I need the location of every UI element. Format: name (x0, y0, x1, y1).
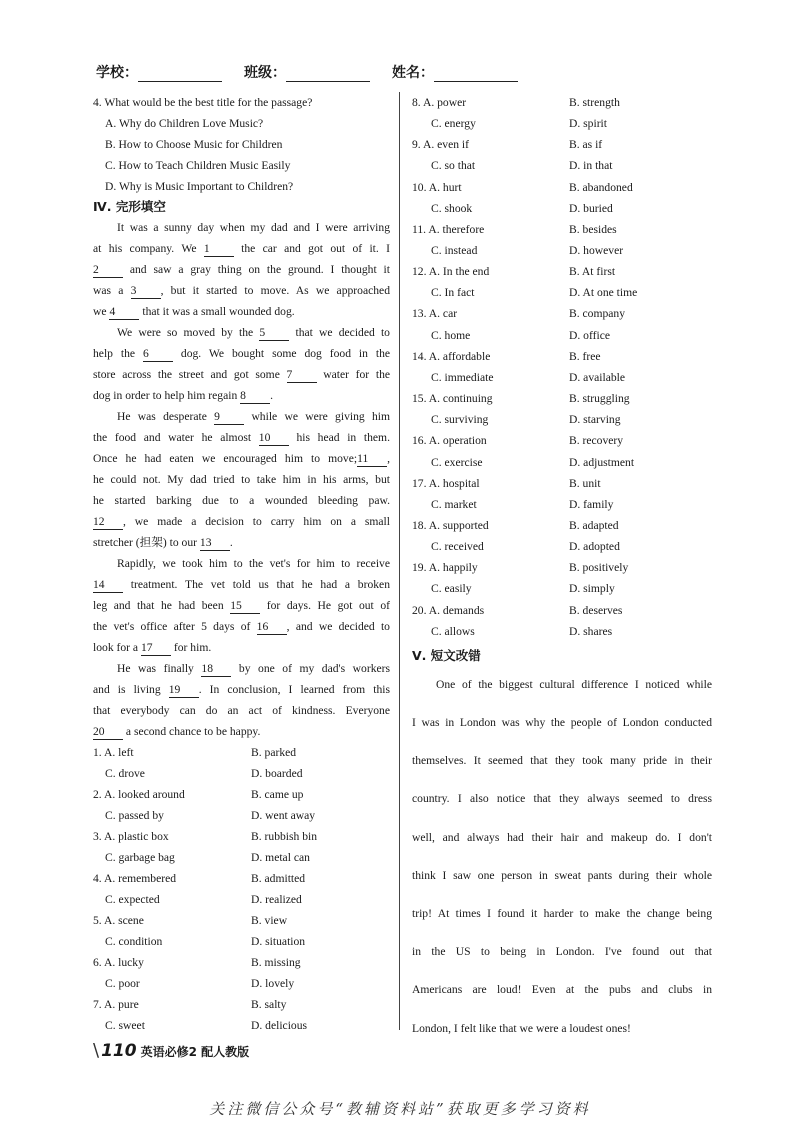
choice-item-10 (412, 177, 712, 219)
option-d[interactable]: D. starving (569, 413, 621, 427)
passage-line: was a 3 , but it started to move. As we approached (93, 284, 390, 297)
option-b[interactable]: B. struggling (569, 392, 630, 406)
cloze-passage (93, 217, 390, 742)
option-c[interactable]: C. so that (431, 159, 476, 173)
option-d[interactable]: D. shares (569, 624, 613, 638)
option-b[interactable]: B. parked (251, 746, 297, 759)
book-title: 英语必修2 配人教版 (140, 1045, 250, 1059)
passage-line: 12 , we made a decision to carry him on a small (93, 515, 390, 528)
option-c[interactable]: C. market (431, 497, 477, 511)
option-b[interactable]: B. positively (569, 561, 629, 575)
error-correction-title: Ⅴ. 短文改错 (412, 647, 481, 663)
blank-16[interactable]: 16 (257, 620, 287, 635)
blank-4[interactable]: 4 (109, 305, 139, 320)
choice-item-11 (412, 219, 712, 261)
question-4 (93, 92, 390, 197)
option-a[interactable]: 6. A. lucky (93, 956, 144, 969)
passage-line: look for a 17 for him. (93, 641, 212, 654)
right-column (412, 92, 712, 1048)
option-d[interactable]: D. simply (569, 582, 615, 596)
option-b[interactable]: B. adapted (569, 518, 619, 532)
passage-line: He was desperate 9 while we were giving him (117, 410, 390, 423)
passage-line: help the 6 dog. We bought some dog food in the (93, 347, 390, 360)
blank-2[interactable]: 2 (93, 263, 123, 278)
option-a[interactable]: 12. A. In the end (412, 265, 490, 279)
option-b[interactable]: B. recovery (569, 434, 624, 448)
choice-item-3 (93, 826, 390, 868)
option-b[interactable]: B. unit (569, 476, 601, 490)
passage-line: we 4 that it was a small wounded dog. (93, 305, 295, 318)
error-correction-passage (412, 666, 712, 1048)
blank-5[interactable]: 5 (259, 326, 289, 341)
passage-line: Rapidly, we took him to the vet's for him to receive (117, 557, 390, 570)
option-b[interactable]: B. strength (569, 96, 620, 109)
blank-20[interactable]: 20 (93, 725, 123, 740)
blank-11[interactable]: 11 (357, 452, 387, 467)
column-divider (399, 92, 400, 1030)
option-a[interactable]: 3. A. plastic box (93, 830, 169, 843)
option-b[interactable]: B. admitted (251, 872, 306, 885)
passage-line: that everybody can do an act of kindness. Everyone (93, 704, 390, 717)
option-b[interactable]: B. At first (569, 265, 616, 279)
error-line[interactable]: country. I also notice that they always seemed to dress (412, 792, 712, 806)
passage-line: store across the street and got some 7 water for the (93, 368, 390, 381)
choice-item-18 (412, 515, 712, 557)
option-a[interactable]: 2. A. looked around (93, 788, 185, 801)
option-c[interactable]: C. In fact (431, 286, 475, 300)
option-b[interactable]: B. as if (569, 138, 603, 152)
school-blank[interactable] (138, 67, 222, 82)
option-d[interactable]: D. however (569, 244, 624, 258)
option-c[interactable]: C. expected (105, 893, 160, 906)
option-c[interactable]: C. passed by (105, 809, 164, 822)
cloze-choices-right (412, 92, 712, 642)
option-c[interactable]: C. immediate (431, 370, 494, 384)
option-a[interactable]: 7. A. pure (93, 998, 139, 1011)
question-4-option-d: D. Why is Music Important to Children? (105, 180, 294, 193)
footer-slash-mark: \ (93, 1040, 100, 1061)
option-d[interactable]: D. metal can (251, 851, 310, 864)
option-d[interactable]: D. delicious (251, 1019, 308, 1032)
option-b[interactable]: B. deserves (569, 603, 623, 617)
option-d[interactable]: D. family (569, 497, 614, 511)
question-4-option-b: B. How to Choose Music for Children (105, 138, 283, 151)
option-a[interactable]: 4. A. remembered (93, 872, 177, 885)
option-c[interactable]: C. energy (431, 117, 476, 131)
option-c[interactable]: C. condition (105, 935, 163, 948)
choice-item-14 (412, 346, 712, 388)
choice-item-7 (93, 994, 390, 1036)
cloze-section-title: Ⅳ. 完形填空 (93, 199, 166, 214)
option-b[interactable]: B. besides (569, 222, 617, 236)
error-line[interactable]: think I saw one person in sweat pants during their whole (412, 868, 712, 882)
option-b[interactable]: B. view (251, 914, 288, 927)
option-a[interactable]: 13. A. car (412, 307, 458, 321)
option-b[interactable]: B. company (569, 307, 626, 321)
error-line[interactable]: in the US to being in London. I've found out that (412, 945, 712, 959)
error-line[interactable]: trip! At times I found it harder to make the change being (412, 906, 712, 920)
blank-8[interactable]: 8 (240, 389, 270, 404)
option-d[interactable]: D. available (569, 370, 626, 384)
passage-line: the vet's office after 5 days of 16 , and we decided to (93, 620, 390, 633)
option-d[interactable]: D. lovely (251, 977, 295, 990)
error-line[interactable]: London, I felt like that we were a loudest ones! (412, 1021, 631, 1035)
blank-10[interactable]: 10 (259, 431, 289, 446)
option-d[interactable]: D. spirit (569, 117, 608, 131)
choice-item-16 (412, 430, 712, 472)
passage-line: 2 and saw a gray thing on the ground. I thought it (93, 263, 390, 276)
school-label: 学校： (96, 65, 138, 81)
option-c[interactable]: C. allows (431, 624, 475, 638)
blank-3[interactable]: 3 (131, 284, 161, 299)
option-a[interactable]: 17. A. hospital (412, 476, 480, 490)
choice-item-20 (412, 600, 712, 642)
option-c[interactable]: C. garbage bag (105, 851, 175, 864)
option-b[interactable]: B. rubbish bin (251, 830, 318, 843)
left-column (93, 92, 390, 1036)
question-4-option-a: A. Why do Children Love Music? (105, 117, 264, 130)
passage-line: 14 treatment. The vet told us that he had a broken (93, 578, 390, 591)
choice-item-9 (412, 134, 712, 176)
option-a[interactable]: 1. A. left (93, 746, 134, 759)
passage-line: 20 a second chance to be happy. (93, 725, 261, 738)
name-label: 姓名： (392, 65, 434, 81)
choice-item-12 (412, 261, 712, 303)
blank-17[interactable]: 17 (141, 641, 171, 656)
question-4-option-c: C. How to Teach Children Music Easily (105, 159, 291, 172)
choice-item-4 (93, 868, 390, 910)
blank-15[interactable]: 15 (230, 599, 260, 614)
option-d[interactable]: D. situation (251, 935, 306, 948)
student-info-header (96, 62, 736, 84)
blank-1[interactable]: 1 (204, 242, 234, 257)
school-field (96, 62, 222, 82)
choice-item-19 (412, 557, 712, 599)
option-d[interactable]: D. in that (569, 159, 613, 173)
option-c[interactable]: C. poor (105, 977, 140, 990)
option-a[interactable]: 19. A. happily (412, 561, 478, 575)
class-field (244, 62, 370, 82)
error-line[interactable]: Americans are loud! Even at the pubs and clubs in (412, 983, 712, 997)
option-c[interactable]: C. easily (431, 582, 472, 596)
option-c[interactable]: C. received (431, 540, 484, 554)
choice-item-15 (412, 388, 712, 430)
option-a[interactable]: 9. A. even if (412, 138, 469, 152)
option-a[interactable]: 16. A. operation (412, 434, 487, 448)
option-d[interactable]: D. boarded (251, 767, 303, 780)
question-4-stem: 4. What would be the best title for the passage? (93, 96, 313, 109)
error-line[interactable]: One of the biggest cultural difference I noticed while (436, 677, 712, 691)
class-blank[interactable] (286, 67, 370, 82)
option-d[interactable]: D. buried (569, 201, 613, 215)
passage-line: stretcher (担架) to our 13 . (93, 536, 233, 549)
passage-line: he started barking due to a wounded bleeding paw. (93, 494, 390, 507)
option-c[interactable]: C. drove (105, 767, 145, 780)
passage-line: He was finally 18 by one of my dad's workers (117, 662, 390, 675)
option-b[interactable]: B. missing (251, 956, 301, 969)
choice-item-5 (93, 910, 390, 952)
passage-line: dog in order to help him regain 8 . (93, 389, 274, 402)
option-b[interactable]: B. abandoned (569, 180, 633, 194)
option-a[interactable]: 15. A. continuing (412, 392, 493, 406)
option-b[interactable]: B. free (569, 349, 601, 363)
option-d[interactable]: D. adjustment (569, 455, 635, 469)
passage-line: the food and water he almost 10 his head in them. (93, 431, 390, 444)
passage-line: and is living 19 . In conclusion, I learned from this (93, 683, 390, 696)
blank-12[interactable]: 12 (93, 515, 123, 530)
choice-item-2 (93, 784, 390, 826)
option-d[interactable]: D. At one time (569, 286, 638, 300)
blank-13[interactable]: 13 (200, 536, 230, 551)
passage-line: Once he had eaten we encouraged him to move;11 , (93, 452, 390, 465)
blank-14[interactable]: 14 (93, 578, 123, 593)
option-a[interactable]: 20. A. demands (412, 603, 485, 617)
option-b[interactable]: B. came up (251, 788, 304, 801)
blank-19[interactable]: 19 (169, 683, 199, 698)
blank-18[interactable]: 18 (201, 662, 231, 677)
passage-line: leg and that he had been 15 for days. He got out of (93, 599, 390, 612)
passage-line: at his company. We 1 the car and got out of it. I (93, 242, 390, 255)
option-a[interactable]: 11. A. therefore (412, 222, 485, 236)
class-label: 班级： (244, 65, 286, 81)
blank-6[interactable]: 6 (143, 347, 173, 362)
name-blank[interactable] (434, 67, 518, 82)
passage-line: We were so moved by the 5 that we decided to (117, 326, 390, 339)
option-a[interactable]: 5. A. scene (93, 914, 144, 927)
passage-line: he could not. My dad tried to take him in his arms, but (93, 473, 390, 486)
option-a[interactable]: 14. A. affordable (412, 349, 491, 363)
option-d[interactable]: D. realized (251, 893, 302, 906)
choice-item-6 (93, 952, 390, 994)
choice-item-1 (93, 742, 390, 784)
cloze-choices-left (93, 742, 390, 1036)
error-line[interactable]: I was in London was why the people of London conducted (412, 716, 712, 730)
blank-9[interactable]: 9 (214, 410, 244, 425)
option-c[interactable]: C. sweet (105, 1019, 145, 1032)
choice-item-13 (412, 303, 712, 345)
option-c[interactable]: C. shook (431, 201, 473, 215)
page-number: 110 (101, 1041, 137, 1061)
option-d[interactable]: D. office (569, 328, 610, 342)
choice-item-8 (412, 92, 712, 134)
option-a[interactable]: 8. A. power (412, 96, 467, 109)
error-line[interactable]: themselves. It seemed that they took many pride in their (412, 754, 712, 768)
option-d[interactable]: D. went away (251, 809, 316, 822)
passage-line: It was a sunny day when my dad and I were arriving (117, 221, 390, 234)
choice-item-17 (412, 473, 712, 515)
option-c[interactable]: C. exercise (431, 455, 483, 469)
option-c[interactable]: C. home (431, 328, 471, 342)
option-a[interactable]: 10. A. hurt (412, 180, 462, 194)
blank-7[interactable]: 7 (287, 368, 317, 383)
name-field (392, 62, 518, 82)
option-d[interactable]: D. adopted (569, 540, 620, 554)
handwritten-note: 关注微信公众号“教辅资料站”获取更多学习资料 (209, 1100, 591, 1118)
option-c[interactable]: C. instead (431, 244, 478, 258)
error-line[interactable]: well, and always had their hair and makeup do. I don't (412, 830, 712, 844)
option-b[interactable]: B. salty (251, 998, 287, 1011)
option-c[interactable]: C. surviving (431, 413, 489, 427)
page-footer (93, 1040, 249, 1062)
option-a[interactable]: 18. A. supported (412, 518, 489, 532)
